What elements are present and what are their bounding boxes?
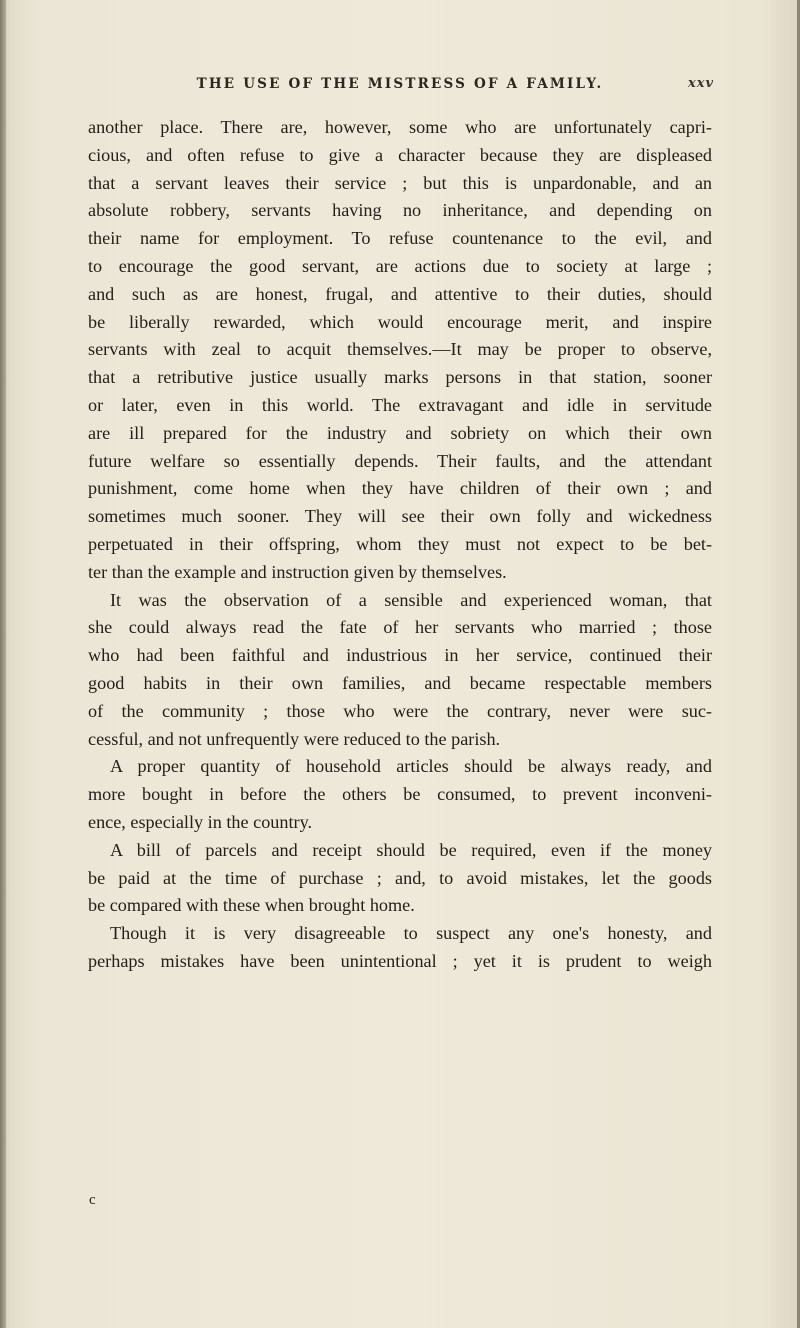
text-line: ence, especially in the country. [88,811,313,832]
text-line: more bought in before the others be consumed, to prevent inconveni- [88,784,712,805]
text-line: another place. There are, however, some who are unfortunately capri- [88,117,712,137]
text-line: who had been faithful and industrious in her service, continued their [88,645,712,666]
text-line: their name for employment. To refuse countenance to the evil, and [88,228,712,249]
text-line: A bill of parcels and receipt should be required, even if the money [110,839,712,860]
text-line: be liberally rewarded, which would encourage merit, and inspire [88,311,712,332]
page-binding-edge [0,0,6,1328]
text-line: that a servant leaves their service ; but this is unpardonable, and an [88,172,712,193]
text-line: that a retributive justice usually marks persons in that station, sooner [88,367,712,388]
text-line: to encourage the good servant, are actions due to society at large ; [88,255,712,276]
text-line: and such as are honest, frugal, and attentive to their duties, should [88,283,712,304]
text-line: A proper quantity of household articles should be always ready, and [110,756,712,777]
text-line: sometimes much sooner. They will see their own folly and wickedness [88,506,712,527]
text-line: be paid at the time of purchase ; and, to avoid mistakes, let the goods [88,867,712,888]
text-line: be compared with these when brought home. [88,895,415,916]
signature-mark: c [89,1192,96,1208]
text-line: or later, even in this world. The extravagant and idle in servitude [88,394,712,415]
text-line: Though it is very disagreeable to suspect any one's honesty, and [110,923,712,944]
body-text [88,114,712,976]
running-head: THE USE OF THE MISTRESS OF A FAMILY. [196,76,604,92]
text-line: are ill prepared for the industry and sobriety on which their own [88,422,712,443]
text-line: servants with zeal to acquit themselves.—It may be proper to observe, [88,339,712,360]
text-line: of the community ; those who were the contrary, never were suc- [88,700,712,721]
text-line: future welfare so essentially depends. Their faults, and the attendant [88,450,712,471]
page-number: xxv [688,76,715,91]
text-line: she could always read the fate of her servants who married ; those [88,617,712,638]
text-line: cious, and often refuse to give a character because they are displeased [88,144,712,165]
text-line: cessful, and not unfrequently were reduced to the parish. [88,728,501,749]
text-line: It was the observation of a sensible and experienced woman, that [110,589,712,610]
text-line: punishment, come home when they have children of their own ; and [88,478,712,499]
text-line: ter than the example and instruction given by themselves. [88,561,507,582]
text-line: good habits in their own families, and became respectable members [88,672,712,693]
text-line: perpetuated in their offspring, whom they must not expect to be bet- [88,533,712,554]
text-line: absolute robbery, servants having no inheritance, and depending on [88,200,712,221]
text-line: perhaps mistakes have been unintentional ; yet it is prudent to weigh [88,950,712,971]
